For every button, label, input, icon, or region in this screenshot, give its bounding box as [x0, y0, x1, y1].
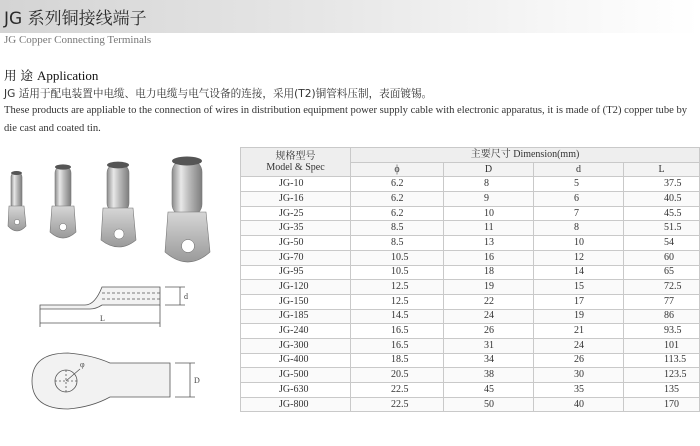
cell-D: 13	[444, 236, 534, 251]
usage-heading-cn: 用 途	[4, 68, 33, 83]
cell-phi: 10.5	[351, 265, 444, 280]
cell-d: 40	[534, 397, 624, 412]
cell-d: 21	[534, 324, 624, 339]
cell-d: 7	[534, 206, 624, 221]
cell-phi: 22.5	[351, 383, 444, 398]
cell-phi: 12.5	[351, 294, 444, 309]
usage-description-en: These products are appliable to the connection of wires in distribution equipment power supply cable with electronic apparatus, it is made of (T2) copper tube by die cast and coated tin.	[4, 105, 688, 134]
cell-D: 34	[444, 353, 534, 368]
cell-L: 45.5	[624, 206, 700, 221]
cell-model: JG-50	[241, 236, 351, 251]
cell-L: 51.5	[624, 221, 700, 236]
cell-d: 5	[534, 177, 624, 192]
cell-D: 22	[444, 294, 534, 309]
table-row	[241, 353, 700, 368]
header-dimension: 主要尺寸 Dimension(mm)	[351, 148, 700, 163]
cell-model: JG-150	[241, 294, 351, 309]
cell-model: JG-800	[241, 397, 351, 412]
cell-D: 11	[444, 221, 534, 236]
cell-D: 24	[444, 309, 534, 324]
cell-phi: 12.5	[351, 280, 444, 295]
dim-label-phi: φ	[80, 360, 85, 369]
cell-phi: 6.2	[351, 206, 444, 221]
table-row	[241, 324, 700, 339]
cell-model: JG-120	[241, 280, 351, 295]
table-row	[241, 250, 700, 265]
cell-D: 45	[444, 383, 534, 398]
usage-description-cn: JG 适用于配电装置中电缆、电力电缆与电气设备的连接，采用(T2)铜管料压制，表面镀锡。	[4, 88, 433, 100]
cell-phi: 6.2	[351, 177, 444, 192]
cell-L: 77	[624, 294, 700, 309]
usage-heading	[4, 66, 98, 84]
header-D: D	[444, 162, 534, 177]
cell-L: 54	[624, 236, 700, 251]
header-d: d	[534, 162, 624, 177]
cell-D: 9	[444, 192, 534, 207]
table-row	[241, 294, 700, 309]
table-row	[241, 280, 700, 295]
lug-medium	[50, 164, 76, 238]
cell-L: 86	[624, 309, 700, 324]
lug-small	[8, 171, 26, 231]
cell-L: 65	[624, 265, 700, 280]
cell-L: 113.5	[624, 353, 700, 368]
cell-model: JG-70	[241, 250, 351, 265]
page-subtitle: JG Copper Connecting Terminals	[4, 34, 152, 46]
cell-L: 60	[624, 250, 700, 265]
table-row	[241, 338, 700, 353]
cell-model: JG-25	[241, 206, 351, 221]
table-row	[241, 368, 700, 383]
spec-table	[240, 147, 700, 412]
cell-D: 50	[444, 397, 534, 412]
header-model-spec-cn: 规格型号	[275, 151, 316, 163]
table-row	[241, 397, 700, 412]
cell-phi: 18.5	[351, 353, 444, 368]
cell-d: 19	[534, 309, 624, 324]
cell-d: 8	[534, 221, 624, 236]
cell-model: JG-240	[241, 324, 351, 339]
dim-label-D: D	[194, 376, 200, 385]
cell-model: JG-630	[241, 383, 351, 398]
cell-L: 135	[624, 383, 700, 398]
cell-model: JG-300	[241, 338, 351, 353]
cell-D: 16	[444, 250, 534, 265]
cell-L: 40.5	[624, 192, 700, 207]
cell-d: 14	[534, 265, 624, 280]
cell-D: 26	[444, 324, 534, 339]
cell-d: 30	[534, 368, 624, 383]
cell-model: JG-10	[241, 177, 351, 192]
header-phi: ϕ	[351, 162, 444, 177]
cell-d: 12	[534, 250, 624, 265]
table-row	[241, 383, 700, 398]
cell-L: 170	[624, 397, 700, 412]
cell-D: 19	[444, 280, 534, 295]
page-title: JG 系列铜接线端子	[4, 9, 147, 29]
cell-L: 72.5	[624, 280, 700, 295]
cell-phi: 14.5	[351, 309, 444, 324]
header-L: L	[624, 162, 700, 177]
cell-model: JG-185	[241, 309, 351, 324]
table-row	[241, 221, 700, 236]
cell-d: 17	[534, 294, 624, 309]
cell-L: 101	[624, 338, 700, 353]
cell-d: 10	[534, 236, 624, 251]
cell-model: JG-95	[241, 265, 351, 280]
product-photo	[2, 150, 227, 275]
cell-d: 26	[534, 353, 624, 368]
side-view-diagram	[10, 275, 225, 335]
cell-D: 31	[444, 338, 534, 353]
cell-phi: 16.5	[351, 338, 444, 353]
cell-phi: 20.5	[351, 368, 444, 383]
table-row	[241, 192, 700, 207]
cell-d: 35	[534, 383, 624, 398]
table-row	[241, 206, 700, 221]
cell-model: JG-35	[241, 221, 351, 236]
cell-d: 24	[534, 338, 624, 353]
table-row	[241, 309, 700, 324]
header-model-spec-en: Model & Spec	[266, 162, 325, 174]
cell-d: 15	[534, 280, 624, 295]
cell-model: JG-400	[241, 353, 351, 368]
cell-model: JG-16	[241, 192, 351, 207]
cell-phi: 6.2	[351, 192, 444, 207]
lug-large	[101, 162, 136, 247]
lug-xlarge	[165, 157, 210, 263]
cell-phi: 10.5	[351, 250, 444, 265]
cell-D: 38	[444, 368, 534, 383]
cell-D: 10	[444, 206, 534, 221]
dim-label-L: L	[100, 314, 105, 323]
usage-heading-en: Application	[36, 68, 99, 83]
table-row	[241, 177, 700, 192]
cell-L: 93.5	[624, 324, 700, 339]
dim-label-d: d	[184, 292, 188, 301]
table-row	[241, 265, 700, 280]
header-model-spec	[241, 148, 351, 177]
cell-D: 18	[444, 265, 534, 280]
top-view-diagram	[10, 345, 225, 420]
cell-phi: 8.5	[351, 236, 444, 251]
table-row	[241, 236, 700, 251]
cell-phi: 8.5	[351, 221, 444, 236]
cell-phi: 16.5	[351, 324, 444, 339]
cell-L: 123.5	[624, 368, 700, 383]
cell-model: JG-500	[241, 368, 351, 383]
cell-phi: 22.5	[351, 397, 444, 412]
cell-D: 8	[444, 177, 534, 192]
cell-L: 37.5	[624, 177, 700, 192]
cell-d: 6	[534, 192, 624, 207]
